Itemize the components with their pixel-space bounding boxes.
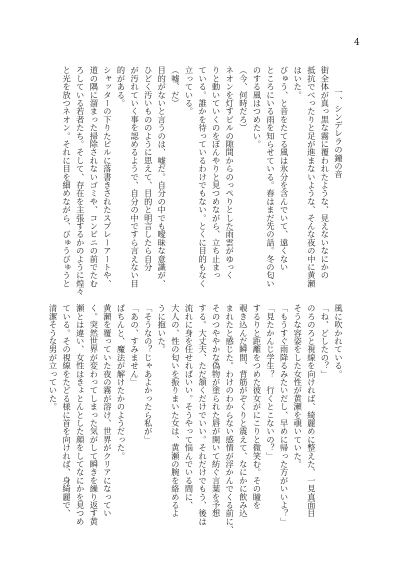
upper-text-line: ネオンを灯すビルの隙間からのっぺりとした雨雲がゆっく [225, 66, 236, 280]
lower-text-line: ている。その視線をたどる様に首を向ければ、身綺麗で、 [62, 304, 73, 518]
upper-text-line: 目的がないと言うのは、嘘だ。自分の中でも曖昧な意識が、 [157, 66, 168, 288]
upper-text-line: ひどく汚いもののように思えて、目的と明言したら自分 [143, 66, 154, 271]
lower-text-line: そうな容姿をした女性が黄瀬を覗いていた。 [293, 304, 304, 468]
lower-text-line: 大人の、性の匂いを振りまいた女は、黄瀬の腕を絡めるよ [170, 304, 181, 518]
lower-text-line: く。突然世界が変わってしまった気がして瞬きを繰り返す黄 [89, 304, 100, 526]
lower-text-line: 清潔そうな男が立っていた。 [48, 304, 59, 411]
lower-text-line: するりと距離をつめた彼女がにこりと微笑む。その瞳を [252, 304, 263, 509]
upper-text-line: びゅう、と音をたてる風は氷分を含んでいて、遠くない [279, 66, 290, 271]
chapter-title: 一、シンデレラの鐘の音 [334, 88, 344, 179]
upper-text-line: りと動いていくのをぼんやりと見つめながら、立ち止まっ [211, 66, 222, 280]
upper-text-line: はいた。 [293, 66, 304, 99]
lower-text-line: 「見たかんじ学生？ 行くとこないの？」 [266, 304, 277, 460]
upper-text-line: ところにいる雨を知らせている。春はまだ先の話。冬の匂い [266, 66, 277, 288]
lower-text-line: 黄瀬を覆っていた夜の霧が溶け、世界がクリアになってい [102, 304, 113, 518]
upper-text-line: と光を放つネオン。それに目を細めながら、びゅうびゅうと [62, 66, 73, 288]
lower-text-line: 風に吹かれている。 [334, 304, 344, 378]
upper-text-line: ている。誰かを待っているわけでもない。とくに目的もなく [198, 66, 209, 288]
lower-text-line: まれたと感じた。わけのわからない感情が浮かんでくる前に、 [225, 304, 236, 534]
lower-text-line: のろのろと視線を向ければ、綺麗めに整えた、一見真面目 [306, 304, 317, 518]
lower-text-line: 流れに身を任せればいい。そうやって悩んでいる間に、 [184, 304, 195, 509]
lower-text-block [46, 304, 345, 536]
lower-text-line: 「あの、すみません」 [130, 304, 141, 386]
upper-text-line: ろしている若者たち。そして、存在を主張するかのように煌々 [75, 66, 86, 296]
lower-text-line: する。大丈夫、ただ頷くだけでいい。それだけでもう、後は [198, 304, 209, 526]
lower-text-line: 「ね、どしたの？」 [320, 304, 331, 378]
upper-text-block [60, 66, 345, 298]
lower-text-line: うに抱いた。 [157, 304, 168, 354]
lower-text-line: 「そうなの？じゃあよかったら私が」 [143, 304, 154, 444]
lower-text-line: そのつややかな偽物が塗られた唇が開いて紡ぐ言葉を予想 [211, 304, 222, 518]
lower-text-line: 覗き込んだ瞬間、背筋がぞくりと震えて、なにかに飲み込 [238, 304, 249, 518]
upper-text-line: が汚れていく事を認めるようで、自分の中ですら言えない目 [130, 66, 141, 288]
page-number: 4 [354, 38, 360, 48]
upper-text-line: （嘘、だ） [170, 66, 181, 107]
upper-text-line: のする風はつめたい。 [252, 66, 263, 148]
upper-text-line: 街全体が真っ黒な霧に覆われたような、見えないなにかの [320, 66, 331, 280]
lower-text-line: ぱちんと、魔法が解けたかのようだった。 [116, 304, 127, 460]
lower-text-line: 瀬とは違い、女性はきょとんとした顔をしてなにかを見つめ [75, 304, 86, 526]
upper-text-line: （今、何時だろ） [238, 66, 249, 132]
upper-text-line: 的がある。 [116, 66, 127, 107]
upper-text-line: 道の隅に溜まった掃除されないゴミや、コンビニの前でたむ [89, 66, 100, 288]
upper-text-line: シャッターの下りたビルに落書きされたスプレーアートや、 [102, 66, 113, 288]
upper-text-line: 抵抗でべったりと足が進まないような、そんな夜の中に黄瀬 [306, 66, 317, 288]
lower-text-line: 「もうすぐ雨降るみたいだし、早めに帰った方がいいよ？」 [279, 304, 290, 526]
upper-text-line: 立っている。 [184, 66, 195, 116]
